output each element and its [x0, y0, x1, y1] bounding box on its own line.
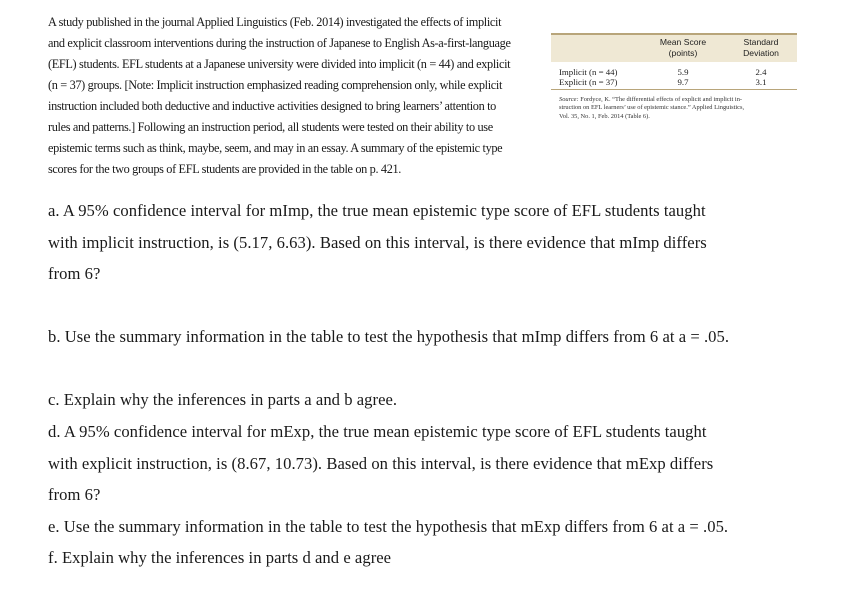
- col-header-mean-line2: (points): [668, 48, 698, 58]
- question-e-line: e. Use the summary information in the table to test the hypothesis that mExp differs from 6 at a = .05.: [48, 517, 729, 536]
- row-label-explicit: Explicit (n = 37): [559, 77, 618, 87]
- col-header-sd: [729, 37, 793, 59]
- question-d-line: from 6?: [48, 485, 101, 504]
- cell-explicit-sd: 3.1: [755, 77, 767, 87]
- question-c: [48, 384, 397, 416]
- intro-line: epistemic terms such as think, maybe, seem, and may in an essay. A summary of the epistemic type: [48, 141, 503, 155]
- problem-intro: [48, 12, 526, 180]
- col-header-mean: [647, 37, 719, 59]
- intro-line: instruction included both deductive and inductive activities designed to bring learners’ attention to: [48, 99, 496, 113]
- question-f: [48, 542, 391, 574]
- cell-implicit-mean: 5.9: [677, 67, 689, 77]
- intro-line: rules and patterns.] Following an instruction period, all students were tested on their ability to use: [48, 120, 493, 134]
- question-e: [48, 511, 728, 543]
- col-header-sd-line1: Standard: [743, 37, 779, 47]
- question-d: [48, 416, 713, 511]
- question-c-line: c. Explain why the inferences in parts a and b agree.: [48, 390, 398, 409]
- intro-line: (EFL) students. EFL students at a Japanese university were divided into implicit (n = 44) and explicit: [48, 57, 511, 71]
- source-line-3: Vol. 35, No. 1, Feb. 2014 (Table 6).: [559, 112, 650, 120]
- source-label: Source:: [559, 96, 579, 103]
- question-a-line: from 6?: [48, 264, 101, 283]
- source-line-2: struction on EFL learners’ use of epistemic stance.” Applied Linguistics,: [559, 104, 745, 112]
- intro-line: scores for the two groups of EFL students are provided in the table on p. 421.: [48, 162, 402, 176]
- cell-explicit-mean: 9.7: [677, 77, 689, 87]
- summary-table: [551, 33, 797, 127]
- question-d-line: d. A 95% confidence interval for mExp, the true mean epistemic type score of EFL students taught: [48, 422, 707, 441]
- source-line-1: [559, 96, 795, 104]
- question-b-line: b. Use the summary information in the table to test the hypothesis that mImp differs from 6 at a = .05.: [48, 327, 730, 346]
- question-a: [48, 195, 707, 290]
- question-b: [48, 321, 729, 353]
- question-d-line: with explicit instruction, is (8.67, 10.73). Based on this interval, is there evidence that mExp differs: [48, 453, 714, 473]
- col-header-sd-line2: Deviation: [743, 48, 779, 58]
- cell-implicit-sd: 2.4: [755, 67, 767, 77]
- intro-line: A study published in the journal Applied Linguistics (Feb. 2014) investigated the effects of implicit: [48, 15, 502, 29]
- row-label-implicit: Implicit (n = 44): [559, 67, 618, 77]
- table-source-note: [559, 96, 795, 121]
- question-a-line: with implicit instruction, is (5.17, 6.63). Based on this interval, is there evidence that mImp differs: [48, 232, 707, 252]
- intro-line: (n = 37) groups. [Note: Implicit instruction emphasized reading comprehension only, while explicit: [48, 78, 503, 92]
- question-f-line: f. Explain why the inferences in parts d and e agree: [48, 548, 392, 567]
- col-header-mean-line1: Mean Score: [659, 37, 707, 47]
- intro-line: and explicit classroom interventions during the instruction of Japanese to English As-a-first-language: [48, 36, 511, 50]
- source-text-1: Fordyce, K. “The differential effects of explicit and implicit in-: [578, 96, 743, 103]
- question-a-line: a. A 95% confidence interval for mImp, the true mean epistemic type score of EFL students taught: [48, 201, 706, 220]
- table-bottom-rule: [551, 89, 797, 90]
